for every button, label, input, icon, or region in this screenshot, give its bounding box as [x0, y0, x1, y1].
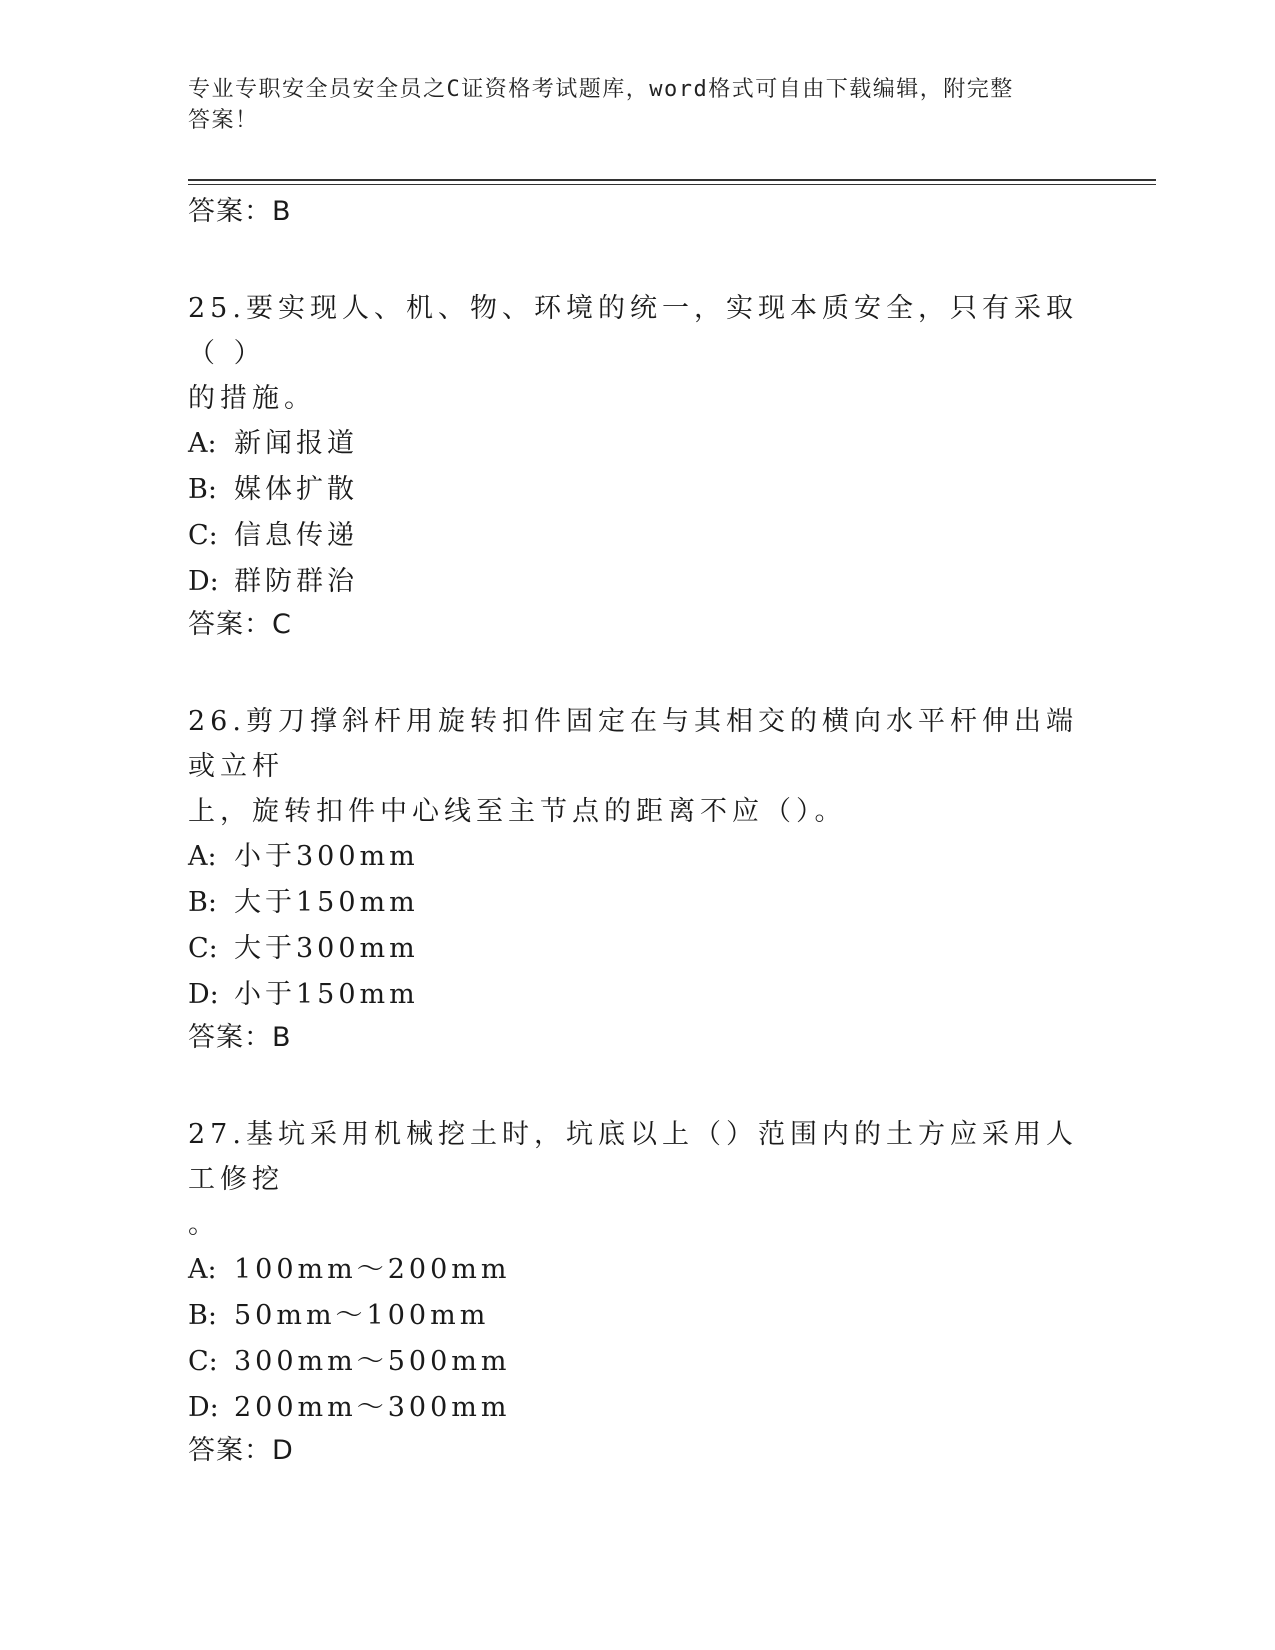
question-stem-line: 27.基坑采用机械挖土时，坑底以上（）范围内的土方应采用人工修挖 — [188, 1119, 1078, 1195]
question-stem — [188, 699, 1088, 834]
option-text: 媒体扩散 — [234, 474, 358, 505]
question-list — [188, 192, 1088, 1471]
option-b — [188, 467, 1088, 513]
option-text: 100mm～200mm — [234, 1254, 511, 1285]
option-label: B: — [188, 1300, 217, 1331]
option-a — [188, 1247, 1088, 1293]
option-label: C: — [188, 1346, 218, 1377]
question-stem-line: 上，旋转扣件中心线至主节点的距离不应（）。 — [188, 796, 847, 827]
option-text: 群防群治 — [234, 566, 358, 597]
option-label: C: — [188, 933, 218, 964]
option-label: A: — [188, 841, 217, 872]
option-c — [188, 1339, 1088, 1385]
option-label: D: — [188, 979, 219, 1010]
document-header — [188, 74, 1078, 136]
answer: 答案：C — [188, 609, 292, 640]
option-text: 200mm～300mm — [234, 1392, 511, 1423]
option-text: 小于300mm — [234, 841, 419, 872]
question-stem-line: 的措施。 — [188, 383, 316, 414]
option-b — [188, 1293, 1088, 1339]
option-text: 50mm～100mm — [234, 1300, 490, 1331]
option-d — [188, 559, 1088, 605]
option-d — [188, 1385, 1088, 1431]
option-a — [188, 834, 1088, 880]
header-line-2: 答案！ — [188, 108, 259, 133]
question-stem — [188, 1112, 1088, 1247]
option-text: 大于300mm — [234, 933, 419, 964]
header-divider — [188, 179, 1156, 181]
header-divider-thin — [188, 184, 1156, 185]
question-stem-line: 25.要实现人、机、物、环境的统一，实现本质安全，只有采取（ ） — [188, 293, 1078, 369]
option-text: 小于150mm — [234, 979, 419, 1010]
question-26 — [188, 699, 1088, 1058]
option-label: A: — [188, 428, 217, 459]
option-b — [188, 880, 1088, 926]
option-text: 300mm～500mm — [234, 1346, 511, 1377]
option-label: B: — [188, 474, 217, 505]
header-line-1: 专业专职安全员安全员之C证资格考试题库，word格式可自由下载编辑，附完整 — [188, 77, 1014, 102]
option-label: C: — [188, 520, 218, 551]
question-stem-line: 。 — [188, 1209, 220, 1240]
option-text: 大于150mm — [234, 887, 419, 918]
previous-answer: 答案：B — [188, 196, 292, 227]
question-27 — [188, 1112, 1088, 1471]
option-label: A: — [188, 1254, 217, 1285]
question-stem-line: 26.剪刀撑斜杆用旋转扣件固定在与其相交的横向水平杆伸出端或立杆 — [188, 706, 1078, 782]
option-a — [188, 421, 1088, 467]
question-25 — [188, 286, 1088, 645]
answer: 答案：B — [188, 1022, 292, 1053]
option-c — [188, 926, 1088, 972]
option-label: D: — [188, 566, 219, 597]
option-text: 信息传递 — [234, 520, 358, 551]
question-stem — [188, 286, 1088, 421]
option-c — [188, 513, 1088, 559]
answer: 答案：D — [188, 1435, 294, 1466]
option-d — [188, 972, 1088, 1018]
option-text: 新闻报道 — [234, 428, 358, 459]
option-label: D: — [188, 1392, 219, 1423]
option-label: B: — [188, 887, 217, 918]
